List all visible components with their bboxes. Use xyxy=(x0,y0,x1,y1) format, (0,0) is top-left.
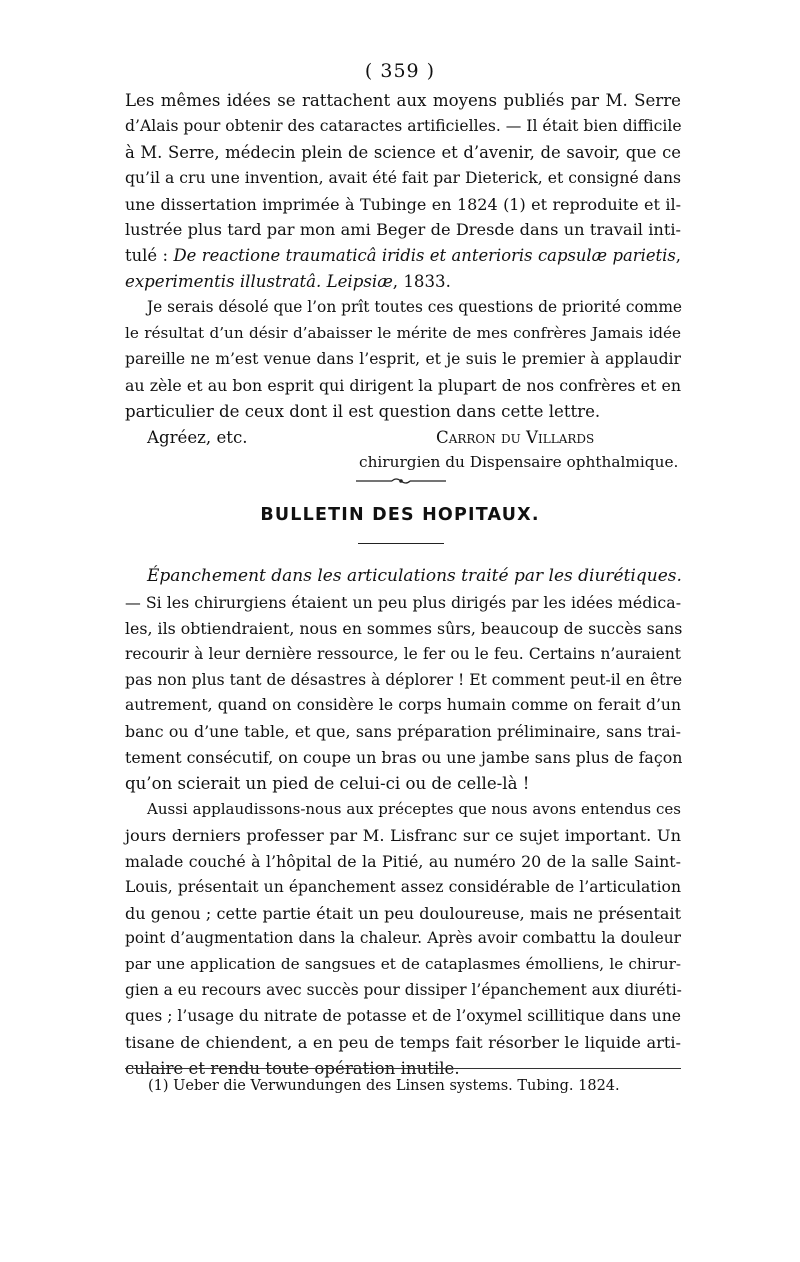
ornament-divider xyxy=(352,475,450,487)
signature-line xyxy=(125,425,681,451)
text-line: tement consécutif, on coupe un bras ou une jambe sans plus de façon xyxy=(125,748,683,768)
text-line: point d’augmentation dans la chaleur. Après avoir combattu la douleur xyxy=(125,929,681,948)
footnote: (1) Ueber die Verwundungen des Linsen systems. Tubing. 1824. xyxy=(148,1078,620,1094)
text-fragment: , xyxy=(675,246,681,266)
text-line: qu’on scierait un pied de celui-ci ou de celle-là ! xyxy=(125,774,530,794)
text-line: du genou ; cette partie était un peu douloureuse, mais ne présentait xyxy=(125,903,681,923)
text-line xyxy=(125,243,681,269)
text-fragment: , 1833. xyxy=(392,272,451,292)
hospital-bulletin xyxy=(125,564,681,1082)
text-line: tisane de chiendent, a en peu de temps fait résorber le liquide arti- xyxy=(125,1033,681,1053)
footnote-rule xyxy=(125,1068,681,1069)
text-line: Les mêmes idées se rattachent aux moyens publiés par M. Serre xyxy=(125,91,681,110)
text-line: le résultat d’un désir d’abaisser le mérite de mes confrères Jamais idée xyxy=(125,324,681,343)
signature-title: chirurgien du Dispensaire ophthalmique. xyxy=(359,453,679,472)
text-line: au zèle et au bon esprit qui dirigent la plupart de nos confrères et en xyxy=(125,375,681,395)
text-line: Louis, présentait un épanchement assez considérable de l’articulation xyxy=(125,877,681,896)
text-line: jours derniers professer par M. Lisfranc sur ce sujet important. Un xyxy=(125,825,681,845)
text-line: les, ils obtiendraient, nous en sommes sûrs, beaucoup de succès sans xyxy=(125,618,683,638)
text-line: qu’il a cru une invention, avait été fait par Dieterick, et consigné dans xyxy=(125,168,681,187)
text-line: recourir à leur dernière ressource, le fer ou le feu. Certains n’auraient xyxy=(125,644,681,663)
text-line xyxy=(125,269,681,295)
text-line: Aussi applaudissons-nous aux préceptes que nous avons entendus ces xyxy=(147,800,681,819)
text-line: particulier de ceux dont il est question dans cette lettre. xyxy=(125,401,601,421)
text-line: Je serais désolé que l’on prît toutes ces questions de priorité comme xyxy=(147,298,683,317)
text-line: par une application de sangsues et de cataplasmes émolliens, le chirur- xyxy=(125,955,681,974)
page-number: ( 359 ) xyxy=(364,60,436,82)
text-line: banc ou d’une table, et que, sans préparation préliminaire, sans trai- xyxy=(125,722,681,742)
text-line: — Si les chirurgiens étaient un peu plus dirigés par les idées médica- xyxy=(125,592,682,612)
text-line: lustrée plus tard par mon ami Beger de Dresde dans un travail inti- xyxy=(125,220,681,240)
section-heading: BULLETIN DES HOPITAUX. xyxy=(260,505,540,525)
letter-conclusion xyxy=(125,88,681,476)
text-fragment: tulé : xyxy=(125,246,174,266)
article-title: Épanchement dans les articulations traité par les diurétiques. xyxy=(147,566,682,586)
text-line: gien a eu recours avec succès pour dissiper l’épanchement aux diuréti- xyxy=(125,981,682,1000)
text-line: malade couché à l’hôpital de la Pitié, au numéro 20 de la salle Saint- xyxy=(125,851,681,871)
text-line: à M. Serre, médecin plein de science et d’avenir, de savoir, que ce xyxy=(125,142,681,162)
text-line: autrement, quand on considère le corps humain comme on ferait d’un xyxy=(125,696,681,715)
text-line: une dissertation imprimée à Tubinge en 1824 (1) et reproduite et il- xyxy=(125,194,681,214)
text-line: d’Alais pour obtenir des cataractes artificielles. — Il était bien difficile xyxy=(125,116,682,135)
heading-rule xyxy=(358,543,444,544)
text-line: pareille ne m’est venue dans l’esprit, et je suis le premier à applaudir xyxy=(125,349,681,368)
text-line: pas non plus tant de désastres à déplorer ! Et comment peut-il en être xyxy=(125,670,683,689)
text-line: culaire et rendu toute opération inutile. xyxy=(125,1058,460,1078)
closing: Agréez, etc. xyxy=(147,427,248,447)
signature-name: Carron du Villards xyxy=(436,427,595,447)
latin-title: De reactione traumaticâ iridis et anterioris capsulæ parietis xyxy=(173,246,676,266)
latin-title-cont: experimentis illustratâ. Leipsiæ xyxy=(125,272,393,292)
text-line: ques ; l’usage du nitrate de potasse et de l’oxymel scillitique dans une xyxy=(125,1007,681,1026)
